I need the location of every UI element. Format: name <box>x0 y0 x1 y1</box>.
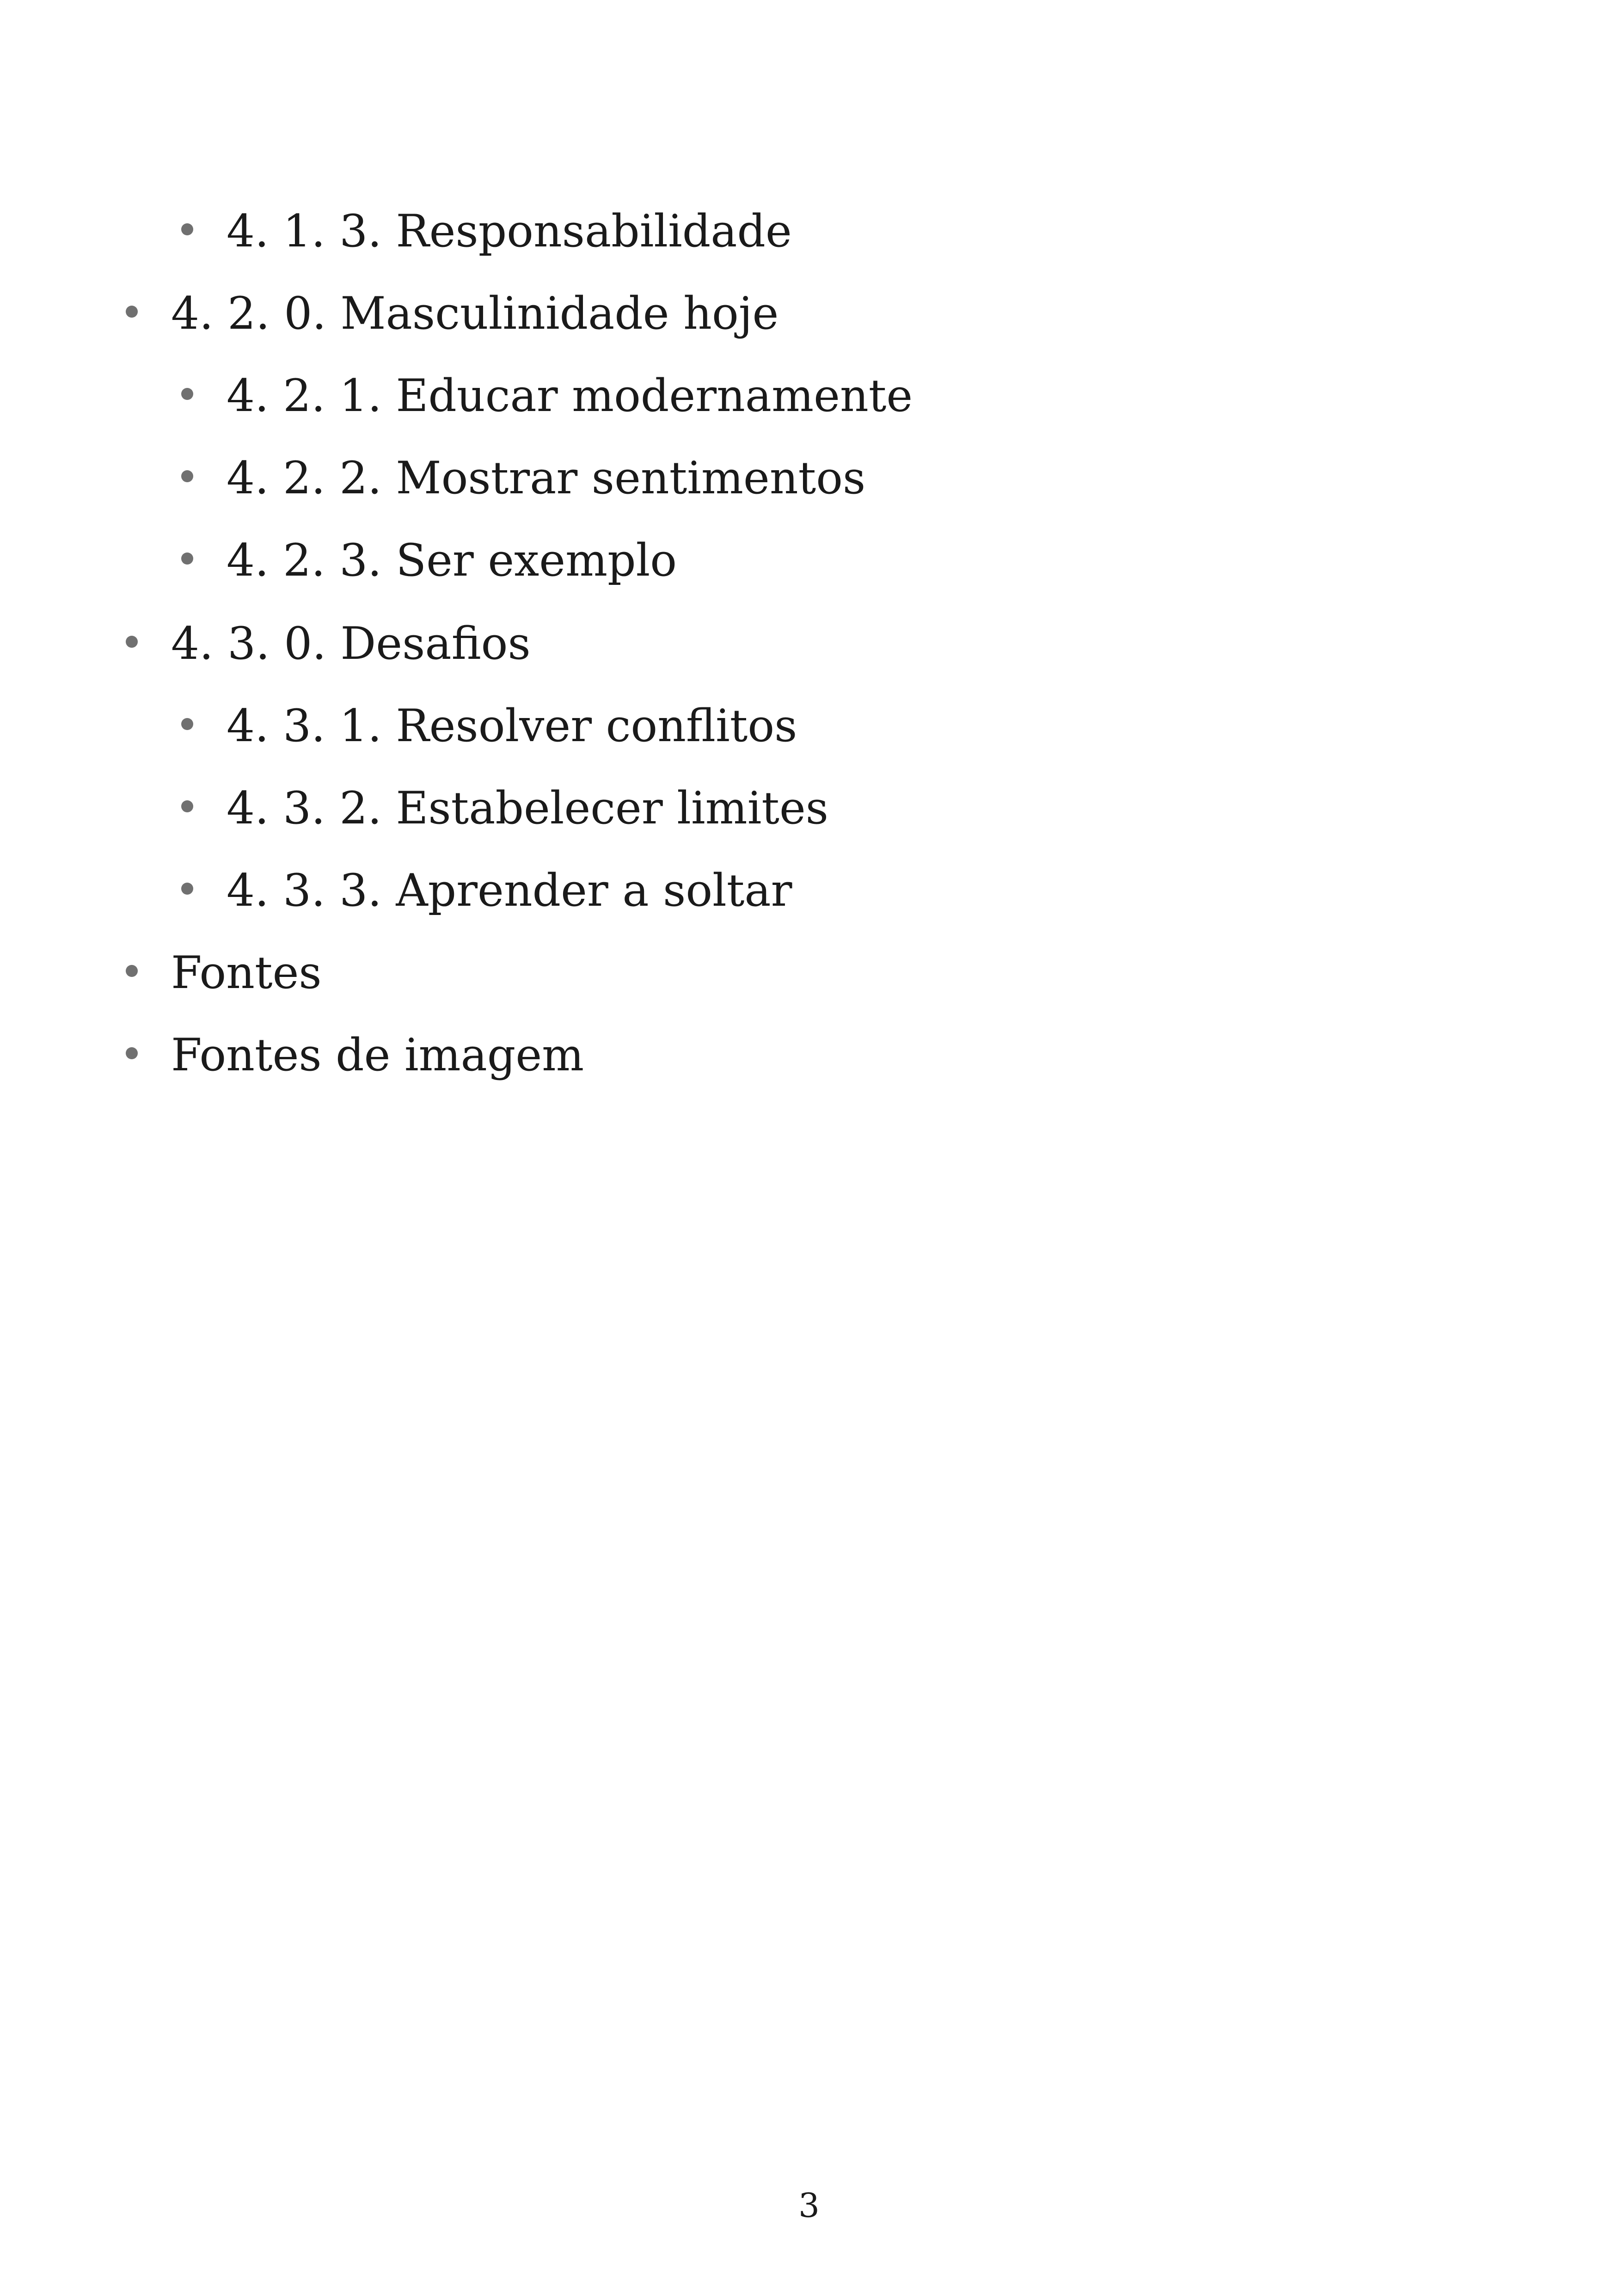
toc-item-label: 4. 2. 1. Educar modernamente <box>227 370 913 422</box>
toc-item-label: 4. 3. 0. Desafios <box>171 618 531 669</box>
toc-item-label: 4. 2. 3. Ser exemplo <box>227 534 677 586</box>
bullet-icon <box>181 883 193 895</box>
bullet-icon <box>126 636 138 648</box>
page-number: 3 <box>798 2186 820 2225</box>
toc-item-label: 4. 1. 3. Responsabilidade <box>227 205 792 257</box>
toc-item-label: Fontes de imagem <box>171 1029 584 1081</box>
bullet-icon <box>126 1047 138 1059</box>
bullet-icon <box>181 553 193 565</box>
toc-item-label: 4. 2. 2. Mostrar sentimentos <box>227 452 866 504</box>
toc-item-label: 4. 3. 2. Estabelecer limites <box>227 782 829 834</box>
bullet-icon <box>181 470 193 482</box>
bullet-icon <box>126 306 138 318</box>
toc-item-label: 4. 3. 3. Aprender a soltar <box>227 865 792 916</box>
toc-item-label: 4. 2. 0. Masculinidade hoje <box>171 288 779 339</box>
bullet-icon <box>126 965 138 977</box>
toc-item-label: Fontes <box>171 947 322 999</box>
toc-item-label: 4. 3. 1. Resolver conflitos <box>227 700 797 752</box>
bullet-icon <box>181 718 193 730</box>
bullet-icon <box>181 800 193 812</box>
bullet-icon <box>181 388 193 400</box>
bullet-icon <box>181 223 193 235</box>
